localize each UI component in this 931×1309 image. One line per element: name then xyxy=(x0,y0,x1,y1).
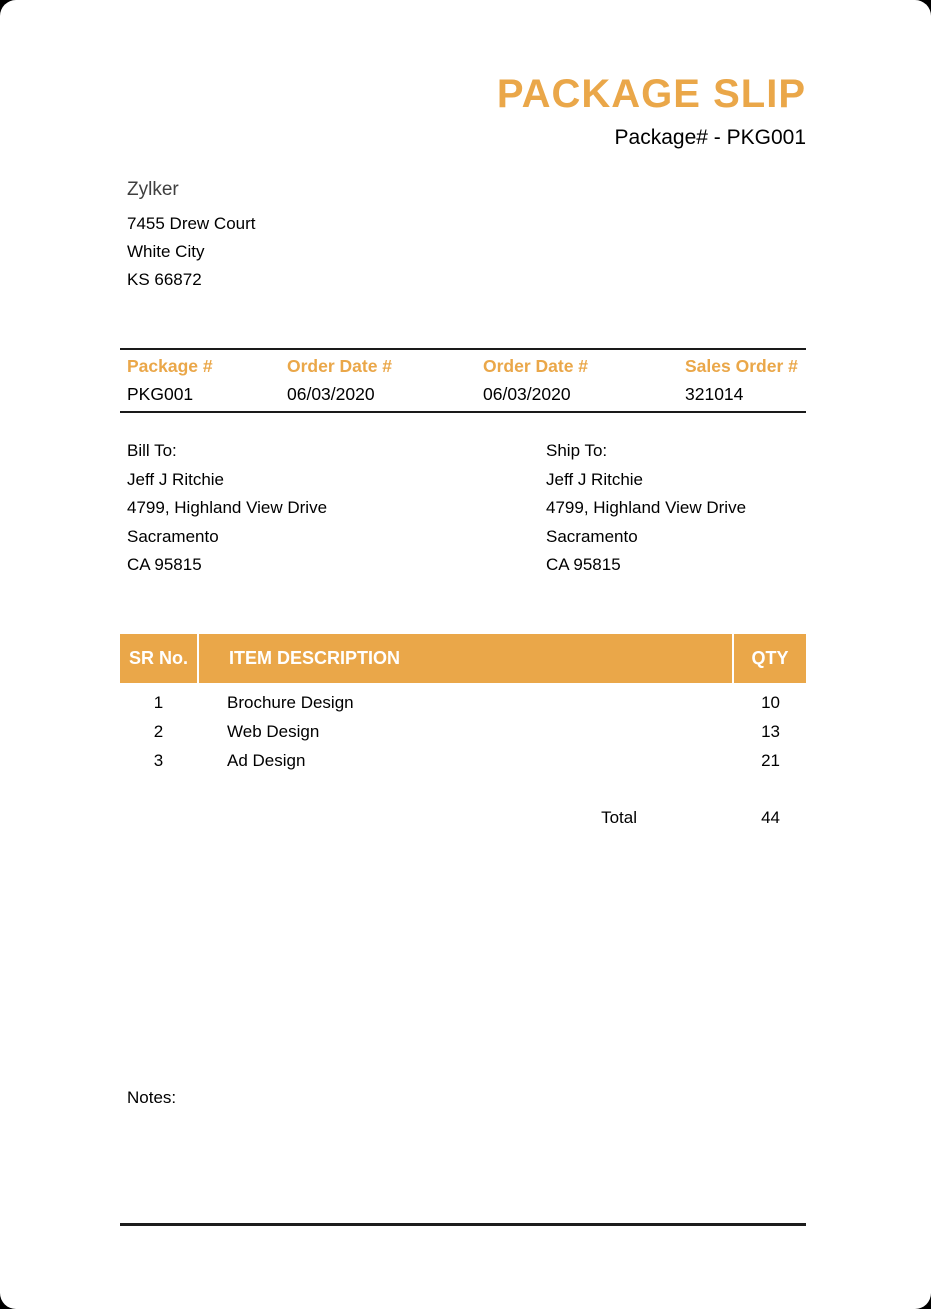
table-row xyxy=(120,746,806,775)
table-row xyxy=(120,718,806,747)
bill-to-block xyxy=(127,437,327,580)
item-qty: 21 xyxy=(761,750,780,770)
order-info-header-sales-order: Sales Order # xyxy=(685,356,798,376)
ship-to-line: CA 95815 xyxy=(546,555,621,574)
items-header-qty: QTY xyxy=(732,634,806,683)
package-number: Package# - PKG001 xyxy=(614,126,806,149)
order-info-header-order-date-2: Order Date # xyxy=(483,356,589,376)
items-table xyxy=(120,634,806,832)
items-header-description: ITEM DESCRIPTION xyxy=(197,634,732,683)
order-info-value-sales-order: 321014 xyxy=(685,384,744,404)
items-table-body xyxy=(120,683,806,832)
items-header-sr-no: SR No. xyxy=(128,648,188,668)
bill-to-line: 4799, Highland View Drive xyxy=(127,498,328,517)
bill-to-line: Jeff J Ritchie xyxy=(127,469,225,489)
item-sr-no: 2 xyxy=(153,722,164,742)
ship-to-block xyxy=(546,437,746,580)
bill-to-label: Bill To: xyxy=(127,441,177,460)
notes-label: Notes: xyxy=(127,1088,177,1107)
total-qty-value: 44 xyxy=(761,807,780,827)
order-info-table xyxy=(120,348,806,413)
total-row xyxy=(120,803,806,832)
bill-to-line: Sacramento xyxy=(127,526,219,546)
item-description: Web Design xyxy=(227,722,320,742)
table-row xyxy=(120,689,806,718)
ship-to-line: 4799, Highland View Drive xyxy=(546,498,747,517)
item-sr-no: 1 xyxy=(153,693,164,713)
order-info-value-order-date-1: 06/03/2020 xyxy=(287,384,375,404)
page-title: PACKAGE SLIP xyxy=(496,72,806,116)
bill-to-line: CA 95815 xyxy=(127,555,202,574)
company-block xyxy=(127,176,256,294)
order-info-value-row xyxy=(120,380,806,408)
company-name: Zylker xyxy=(127,179,179,200)
order-info-value-package: PKG001 xyxy=(127,384,194,404)
company-address-line: 7455 Drew Court xyxy=(127,214,256,233)
total-label: Total xyxy=(601,807,637,827)
item-description: Brochure Design xyxy=(227,693,354,713)
ship-to-line: Jeff J Ritchie xyxy=(546,469,644,489)
order-info-header-package: Package # xyxy=(127,356,213,376)
item-sr-no: 3 xyxy=(153,750,164,770)
ship-to-line: Sacramento xyxy=(546,526,638,546)
items-table-header-row xyxy=(120,634,806,683)
ship-to-label: Ship To: xyxy=(546,441,608,460)
item-qty: 13 xyxy=(761,722,780,742)
company-address-line: KS 66872 xyxy=(127,270,202,289)
item-description: Ad Design xyxy=(227,750,306,770)
order-info-header-order-date-1: Order Date # xyxy=(287,356,393,376)
order-info-value-order-date-2: 06/03/2020 xyxy=(483,384,571,404)
item-qty: 10 xyxy=(761,693,780,713)
company-address-line: White City xyxy=(127,242,205,261)
order-info-header-row xyxy=(120,352,806,380)
footer-divider xyxy=(120,1223,806,1226)
